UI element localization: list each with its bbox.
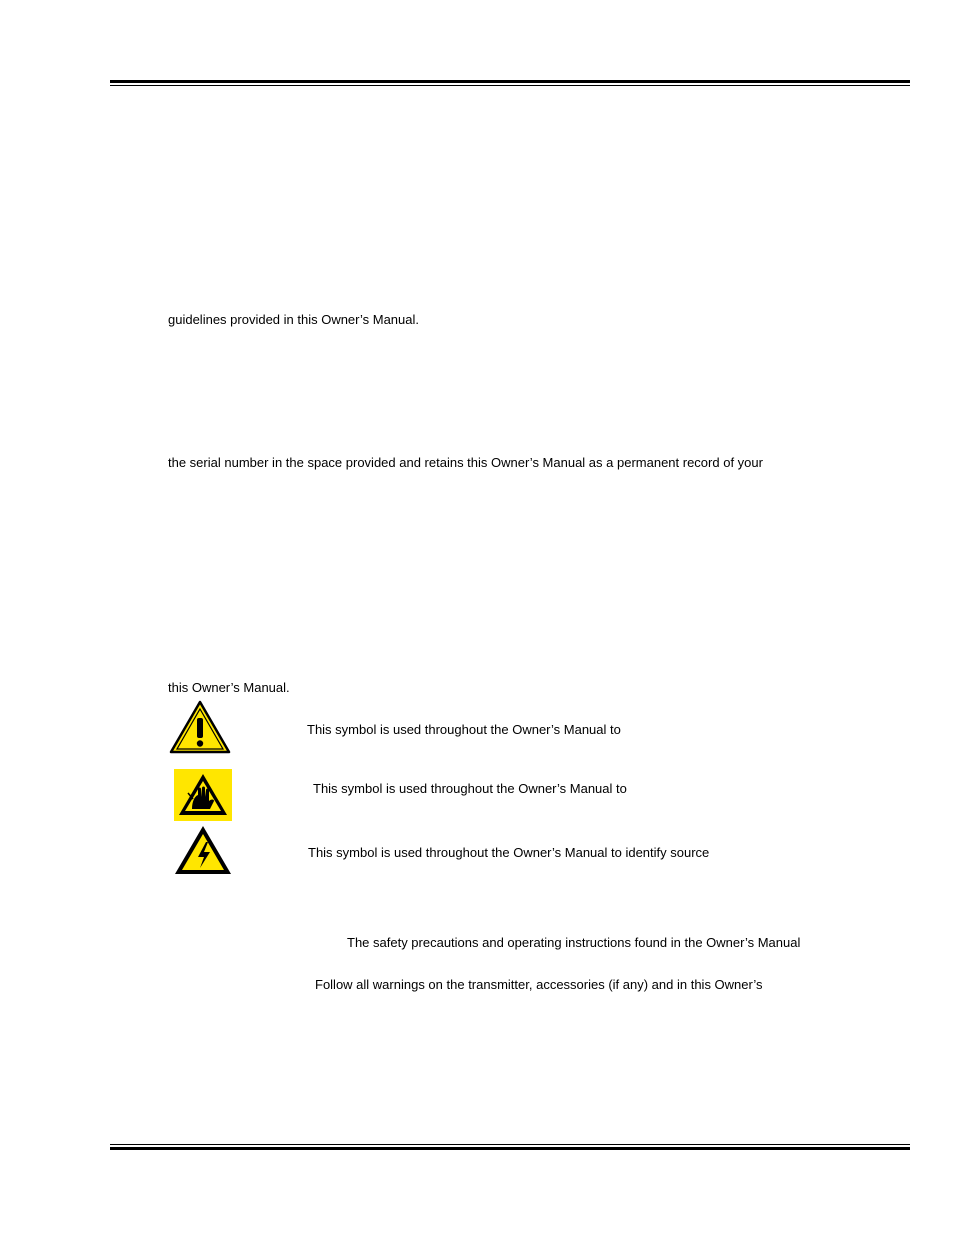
safety-text-line-1: The safety precautions and operating instructions found in the Owner’s Manual <box>347 935 801 950</box>
paragraph-line-serial-number: the serial number in the space provided and retains this Owner’s Manual as a permanent record of your <box>168 455 763 470</box>
paragraph-line-guidelines: guidelines provided in this Owner’s Manual. <box>168 312 419 327</box>
esd-hand-icon <box>174 769 232 821</box>
high-voltage-icon <box>173 824 233 876</box>
symbol-text-esd: This symbol is used throughout the Owner’s Manual to <box>313 781 627 796</box>
symbol-text-high-voltage: This symbol is used throughout the Owner’s Manual to identify source <box>308 845 710 860</box>
warning-exclamation-icon <box>169 700 231 754</box>
symbol-text-warning: This symbol is used throughout the Owner’s Manual to <box>307 722 621 737</box>
safety-text-line-2: Follow all warnings on the transmitter, accessories (if any) and in this Owner’s <box>315 977 763 992</box>
header-rule <box>110 80 910 86</box>
footer-rule <box>110 1144 910 1150</box>
paragraph-line-owners-manual: this Owner’s Manual. <box>168 680 290 695</box>
